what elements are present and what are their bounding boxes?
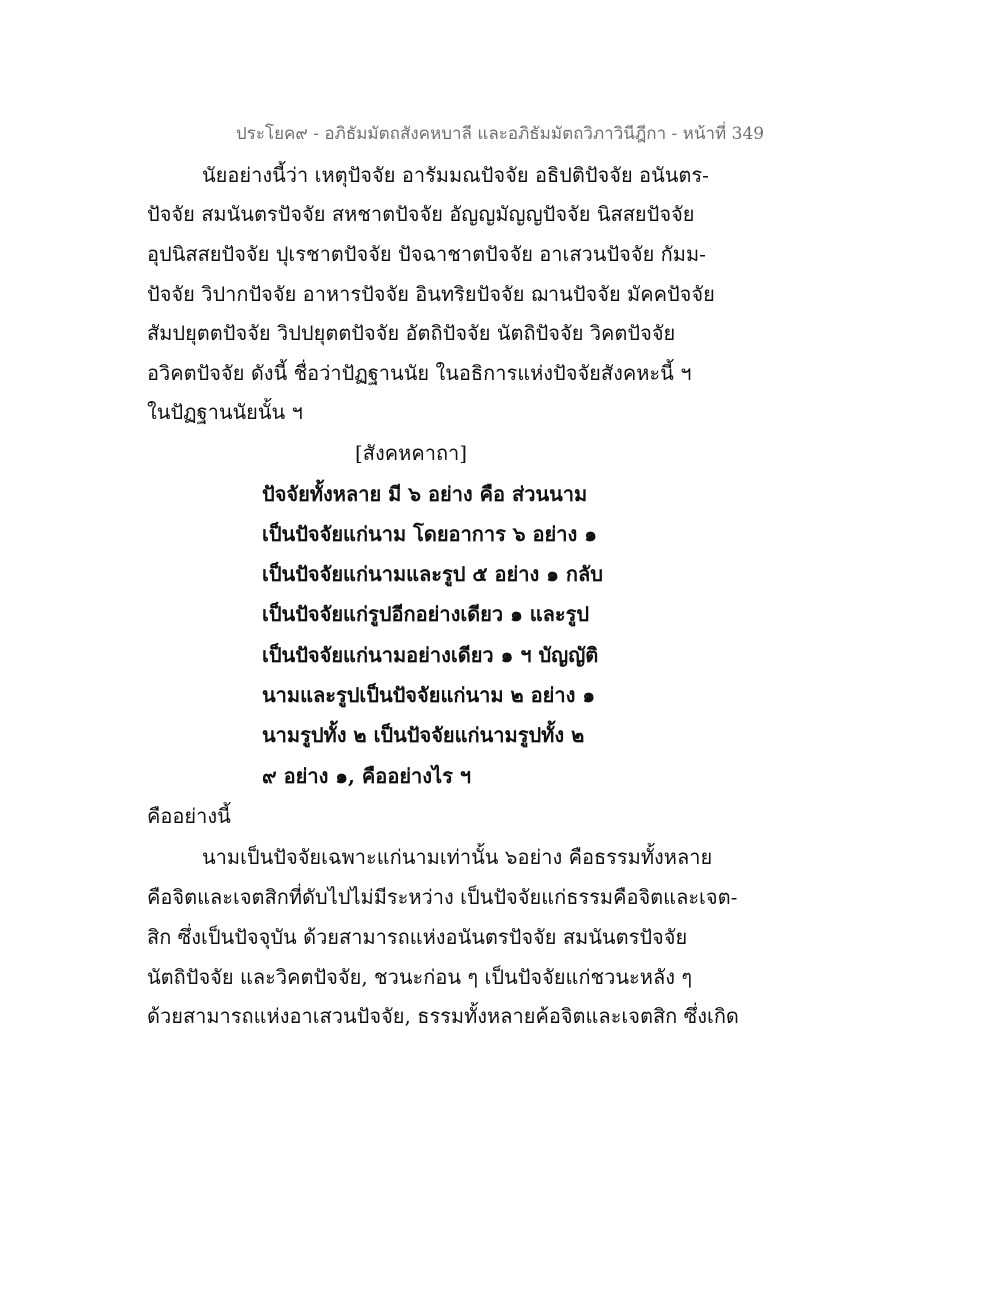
paragraph-line: ปัจจัย วิปากปัจจัย อาหารปัจจัย อินทริยปัจจัย ฌานปัจจัย มัคคปัจจัย — [147, 282, 715, 306]
paragraph-line: ปัจจัย สมนันตรปัจจัย สหชาตปัจจัย อัญญมัญญปัจจัย นิสสยปัจจัย — [147, 202, 695, 226]
paragraph-line: ในปัฏฐานนัยนั้น ฯ — [147, 400, 303, 424]
verse-title: [สังคหคาถา] — [355, 441, 468, 465]
verse-line: นามรูปทั้ง ๒ เป็นปัจจัยแก่นามรูปทั้ง ๒ — [262, 723, 585, 747]
paragraph-line: คือจิตและเจตสิกที่ดับไปไม่มีระหว่าง เป็นปัจจัยแก่ธรรมคือจิตและเจต- — [147, 885, 738, 909]
paragraph-line: สัมปยุตตปัจจัย วิปปยุตตปัจจัย อัตถิปัจจัย นัตถิปัจจัย วิคตปัจจัย — [147, 321, 676, 345]
verse-line: นามและรูปเป็นปัจจัยแก่นาม ๒ อย่าง ๑ — [262, 683, 596, 707]
paragraph-line: สิก ซึ่งเป็นปัจจุบัน ด้วยสามารถแห่งอนันตรปัจจัย สมนันตรปัจจัย — [147, 925, 688, 949]
paragraph-line: นามเป็นปัจจัยเฉพาะแก่นามเท่านั้น ๖อย่าง คือธรรมทั้งหลาย — [202, 845, 713, 869]
page-header: ประโยค๙ - อภิธัมมัตถสังคหบาลี และอภิธัมมัตถวิภาวินีฎีกา - หน้าที่ 349 — [235, 124, 765, 144]
paragraph-line: อวิคตปัจจัย ดังนี้ ชื่อว่าปัฏฐานนัย ในอธิการแห่งปัจจัยสังคหะนี้ ฯ — [147, 361, 692, 385]
verse-line: เป็นปัจจัยแก่นาม โดยอาการ ๖ อย่าง ๑ — [262, 522, 597, 546]
paragraph-line: นัตถิปัจจัย และวิคตปัจจัย, ชวนะก่อน ๆ เป็นปัจจัยแก่ชวนะหลัง ๆ — [147, 965, 693, 989]
paragraph-line: คืออย่างนี้ — [147, 804, 231, 828]
verse-line: เป็นปัจจัยแก่นามและรูป ๕ อย่าง ๑ กลับ — [262, 562, 603, 586]
paragraph-line: ด้วยสามารถแห่งอาเสวนปัจจัย, ธรรมทั้งหลายค้อจิตและเจตสิก ซึ่งเกิด — [147, 1004, 739, 1028]
verse-line: เป็นปัจจัยแก่นามอย่างเดียว ๑ ฯ บัญญัติ — [262, 643, 599, 667]
verse-line: ปัจจัยทั้งหลาย มี ๖ อย่าง คือ ส่วนนาม — [262, 482, 588, 506]
paragraph-line: อุปนิสสยปัจจัย ปุเรชาตปัจจัย ปัจฉาชาตปัจจัย อาเสวนปัจจัย กัมม- — [147, 242, 706, 266]
paragraph-line: นัยอย่างนี้ว่า เหตุปัจจัย อารัมมณปัจจัย อธิปติปัจจัย อนันตร- — [202, 163, 709, 187]
verse-line: ๙ อย่าง ๑, คืออย่างไร ฯ — [262, 764, 472, 788]
verse-line: เป็นปัจจัยแก่รูปอีกอย่างเดียว ๑ และรูป — [262, 602, 590, 626]
